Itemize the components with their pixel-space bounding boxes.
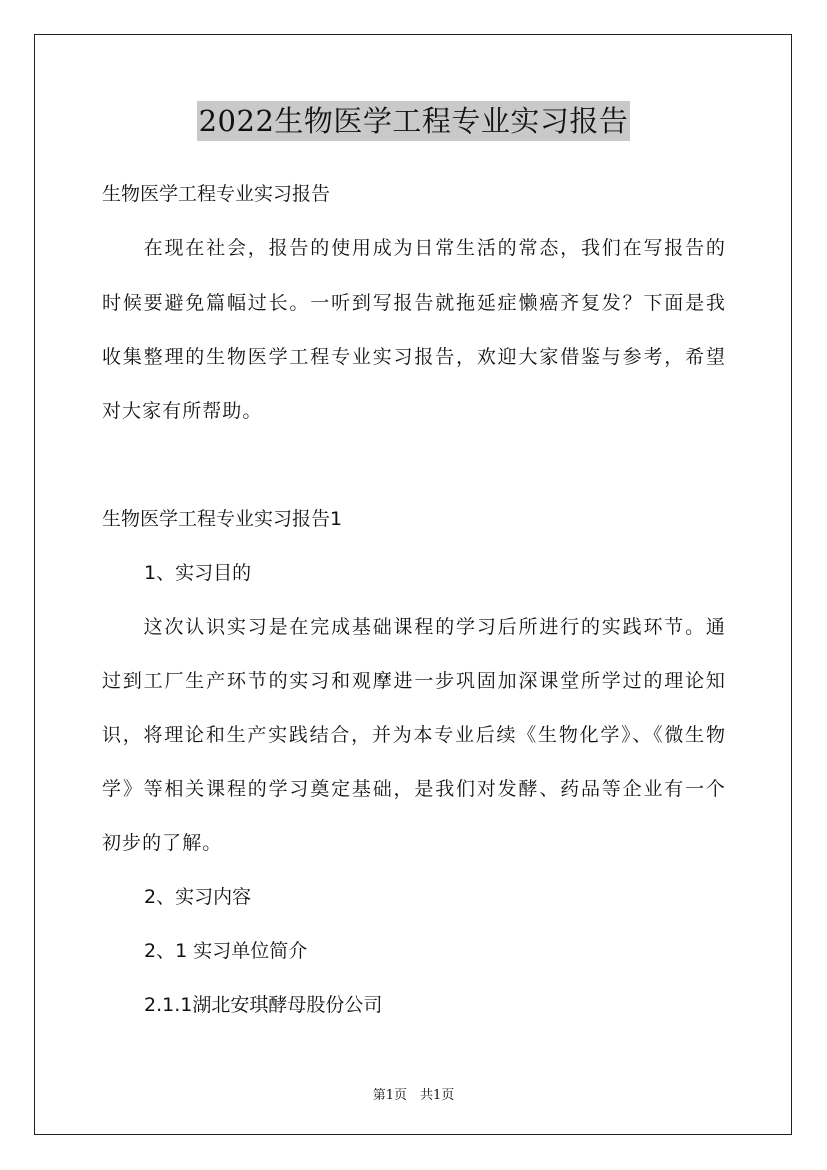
purpose-line: 学》等相关课程的学习奠定基础，是我们对发酵、药品等企业有一个 <box>102 778 726 800</box>
intro-line: 对大家有所帮助。 <box>102 400 263 422</box>
intro-line: 在现在社会，报告的使用成为日常生活的常态，我们在写报告的 <box>102 237 726 259</box>
subsubitem-heading: 2.1.1湖北安琪酵母股份公司 <box>144 994 383 1016</box>
purpose-line: 过到工厂生产环节的实习和观摩进一步巩固加深课堂所学过的理论知 <box>102 670 726 692</box>
purpose-line: 识，将理论和生产实践结合，并为本专业后续《生物化学》、《微生物 <box>102 724 726 746</box>
intro-line: 时候要避免篇幅过长。一听到写报告就拖延症懒癌齐复发？下面是我 <box>102 292 726 314</box>
intro-heading: 生物医学工程专业实习报告 <box>102 183 331 205</box>
purpose-line: 这次认识实习是在完成基础课程的学习后所进行的实践环节。通 <box>102 616 726 638</box>
intro-line: 收集整理的生物医学工程专业实习报告，欢迎大家借鉴与参考，希望 <box>102 346 726 368</box>
subitem-heading: 2、1 实习单位简介 <box>144 940 308 962</box>
item-heading-purpose: 1、实习目的 <box>144 562 252 584</box>
page-footer: 第1页 共1页 <box>372 1088 455 1103</box>
document-title-wrapper <box>0 101 827 141</box>
purpose-line: 初步的了解。 <box>102 832 223 854</box>
section-heading: 生物医学工程专业实习报告1 <box>102 508 343 530</box>
document-title: 2022生物医学工程专业实习报告 <box>197 101 631 141</box>
item-heading-content: 2、实习内容 <box>144 886 252 908</box>
